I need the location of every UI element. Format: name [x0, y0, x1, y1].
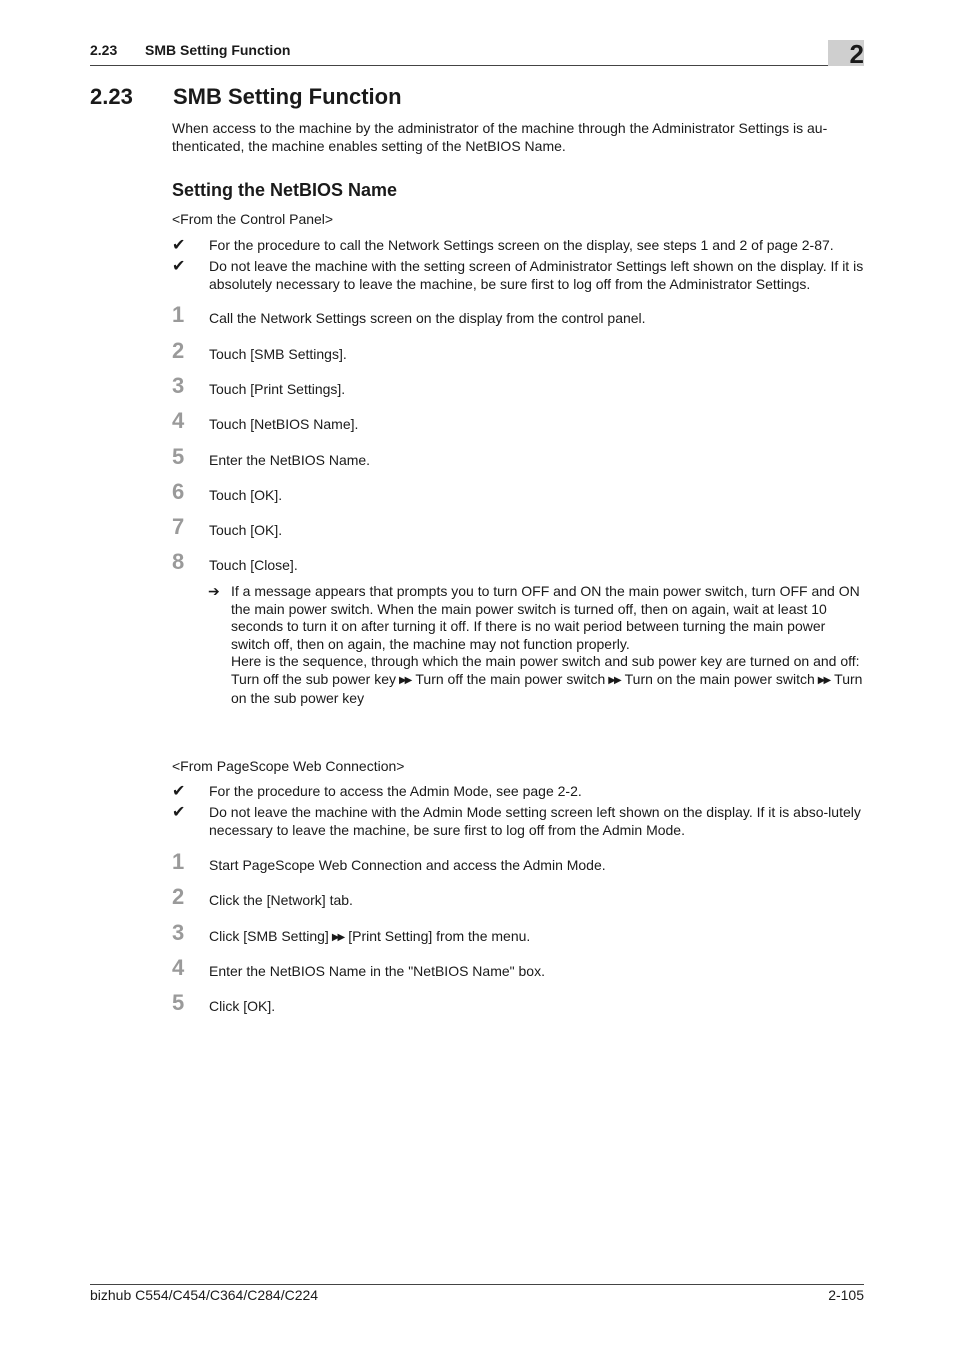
- control-panel-step: [172, 408, 864, 442]
- check-text: Do not leave the machine with the setting screen of Administrator Settings left shown on the display. If it is absolutely necessary to leave the machine, be sure first to log off from the Administrator Settings.: [209, 258, 864, 292]
- control-panel-step: [172, 479, 864, 513]
- footer-model: bizhub C554/C454/C364/C284/C224: [90, 1287, 319, 1303]
- check-text: Do not leave the machine with the Admin Mode setting screen left shown on the display. If it is abso-lutely necessary to leave the machine, be sure first to log off from the Admin Mode.: [209, 804, 861, 838]
- step-number: 7: [172, 514, 185, 539]
- step-text: Call the Network Settings screen on the display from the control panel.: [209, 310, 646, 326]
- web-connection-label: <From PageScope Web Connection>: [172, 758, 405, 774]
- control-panel-label: <From the Control Panel>: [172, 211, 334, 227]
- step-text: Touch [OK].: [209, 487, 283, 503]
- web-connection-step: [172, 920, 864, 954]
- step-text-part: [Print Setting] from the menu.: [348, 928, 531, 944]
- check-mark-icon: ✔: [172, 783, 186, 800]
- step-text: Touch [OK].: [209, 522, 283, 538]
- step-text-part: Click [SMB Setting]: [209, 928, 329, 944]
- control-panel-step: [172, 549, 864, 583]
- check-text: For the procedure to access the Admin Mode, see page 2-2.: [209, 783, 582, 799]
- step-number: 3: [172, 920, 185, 945]
- chapter-tab: [828, 39, 864, 69]
- step-text: Click [OK].: [209, 998, 276, 1014]
- step-text: Touch [Close].: [209, 557, 298, 573]
- step-number: 6: [172, 479, 185, 504]
- right-arrow-icon: ➔: [208, 583, 220, 599]
- section-heading: [90, 84, 402, 110]
- step-number: 3: [172, 373, 185, 398]
- power-sequence: [231, 671, 864, 707]
- section-title: SMB Setting Function: [173, 84, 402, 109]
- subheading: Setting the NetBIOS Name: [172, 180, 398, 200]
- step-number: 4: [172, 955, 185, 980]
- double-triangle-arrow-icon: ▶▶: [608, 674, 620, 686]
- step-text: Touch [NetBIOS Name].: [209, 416, 359, 432]
- step-number: 5: [172, 444, 185, 469]
- check-mark-icon: ✔: [172, 804, 186, 821]
- web-connection-step: [172, 990, 864, 1024]
- web-connection-step: [172, 849, 864, 883]
- web-connection-step: [172, 955, 864, 989]
- step-text: [209, 928, 530, 947]
- step-number: 1: [172, 302, 185, 327]
- step-number: 4: [172, 408, 185, 433]
- control-panel-step: [172, 514, 864, 548]
- control-panel-step: [172, 444, 864, 478]
- step-number: 8: [172, 549, 185, 574]
- web-connection-step: [172, 884, 864, 918]
- check-mark-icon: ✔: [172, 258, 186, 275]
- chapter-number: 2: [849, 39, 864, 69]
- sequence-step: Turn on the main power switch: [624, 670, 815, 687]
- footer-page-number: 2-105: [828, 1287, 864, 1303]
- step-number: 1: [172, 849, 185, 874]
- step-text: Touch [Print Settings].: [209, 381, 346, 397]
- note-text: If a message appears that prompts you to turn OFF and ON the main power switch, turn OFF and ON the main power switch. When the main power switch is turned off, then on again, wait at least 10 seconds to turn it on after turning it off. If there is no wait period between turning the main power switch off, then on again, the machine may not function properly.: [231, 583, 860, 652]
- running-header: [90, 40, 864, 66]
- step-text: Start PageScope Web Connection and access the Admin Mode.: [209, 857, 606, 873]
- section-number: 2.23: [90, 84, 133, 109]
- control-panel-step: [172, 338, 864, 372]
- control-panel-step: [172, 302, 864, 336]
- note-body: [231, 583, 864, 707]
- note-sequence-intro: Here is the sequence, through which the main power switch and sub power key are turned on and off:: [231, 653, 860, 670]
- step-number: 5: [172, 990, 185, 1015]
- check-mark-icon: ✔: [172, 237, 186, 254]
- step-text: Click the [Network] tab.: [209, 892, 353, 908]
- double-triangle-arrow-icon: ▶▶: [398, 674, 411, 686]
- sequence-step: Turn on the sub power key: [231, 670, 863, 706]
- footer-divider: [90, 1284, 864, 1285]
- intro-paragraph: When access to the machine by the administrator of the machine through the Administrator Settings is au-thenticated, the machine enables setting of the NetBIOS Name.: [172, 120, 828, 154]
- double-triangle-arrow-icon: ▶▶: [331, 932, 344, 943]
- check-text: For the procedure to call the Network Settings screen on the display, see steps 1 and 2 of page 2-87.: [209, 237, 834, 253]
- step-text: Enter the NetBIOS Name in the "NetBIOS Name" box.: [209, 963, 545, 979]
- step-text: Touch [SMB Settings].: [209, 346, 347, 362]
- header-section-title: SMB Setting Function: [145, 42, 291, 58]
- double-triangle-arrow-icon: ▶▶: [817, 674, 830, 686]
- step-number: 2: [172, 884, 185, 909]
- sequence-step: Turn off the main power switch: [415, 670, 606, 687]
- header-section-number: 2.23: [90, 42, 118, 58]
- step-number: 2: [172, 338, 185, 363]
- step-text: Enter the NetBIOS Name.: [209, 452, 371, 468]
- sequence-step: Turn off the sub power key: [231, 670, 396, 687]
- control-panel-step: [172, 373, 864, 407]
